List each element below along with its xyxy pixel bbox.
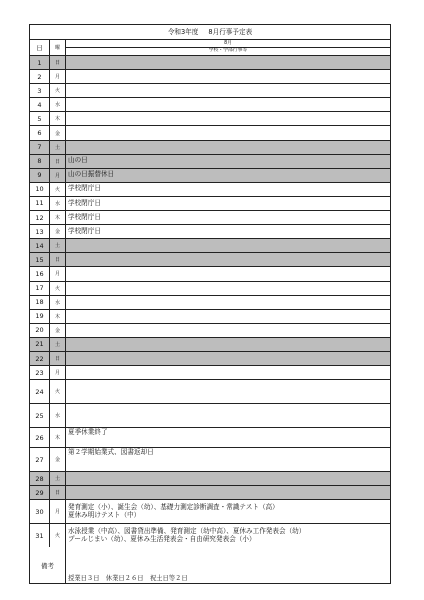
event-cell xyxy=(66,56,390,69)
weekday: 金 xyxy=(50,126,66,139)
day-number: 1 xyxy=(30,56,50,69)
day-row xyxy=(30,141,390,155)
weekday: 火 xyxy=(50,84,66,97)
event-cell xyxy=(66,404,390,427)
event-cell xyxy=(66,500,390,523)
day-number: 14 xyxy=(30,239,50,252)
weekday: 木 xyxy=(50,211,66,224)
event-cell xyxy=(66,448,390,471)
day-row xyxy=(30,56,390,70)
day-number: 29 xyxy=(30,486,50,499)
column-header-row xyxy=(30,40,390,56)
event-cell xyxy=(66,112,390,125)
event-text: 山の日 xyxy=(68,156,88,165)
event-cell xyxy=(66,310,390,323)
day-number: 3 xyxy=(30,84,50,97)
day-row xyxy=(30,380,390,404)
day-number: 6 xyxy=(30,126,50,139)
weekday: 日 xyxy=(50,253,66,266)
event-cell xyxy=(66,282,390,295)
weekday: 火 xyxy=(50,380,66,403)
day-number: 17 xyxy=(30,282,50,295)
day-number: 18 xyxy=(30,296,50,309)
weekday: 月 xyxy=(50,70,66,83)
day-row xyxy=(30,486,390,500)
weekday: 火 xyxy=(50,183,66,196)
event-cell xyxy=(66,155,390,168)
day-number: 26 xyxy=(30,428,50,447)
day-number: 23 xyxy=(30,366,50,379)
col-weekday-header: 曜 xyxy=(50,40,66,55)
day-row xyxy=(30,239,390,253)
day-number: 19 xyxy=(30,310,50,323)
weekday: 日 xyxy=(50,486,66,499)
day-number: 27 xyxy=(30,448,50,471)
day-row xyxy=(30,253,390,267)
day-number: 7 xyxy=(30,141,50,154)
day-number: 12 xyxy=(30,211,50,224)
event-cell xyxy=(66,211,390,224)
day-number: 5 xyxy=(30,112,50,125)
col-events-header xyxy=(66,40,390,55)
day-row xyxy=(30,338,390,352)
day-row xyxy=(30,169,390,183)
event-text: 学校閉庁日 xyxy=(68,198,101,207)
event-cell xyxy=(66,169,390,182)
day-number: 2 xyxy=(30,70,50,83)
day-row xyxy=(30,404,390,428)
day-row xyxy=(30,524,390,548)
remarks-label: 備考 xyxy=(30,547,66,583)
event-text: 夏季休業終了 xyxy=(68,428,108,437)
weekday: 土 xyxy=(50,472,66,485)
day-number: 11 xyxy=(30,197,50,210)
day-row xyxy=(30,211,390,225)
day-number: 20 xyxy=(30,324,50,337)
event-text: 山の日振替休日 xyxy=(68,170,115,179)
title-year: 令和3年度 xyxy=(167,28,199,36)
weekday: 金 xyxy=(50,448,66,471)
event-text: 水泳授業（中高）、図書貸出準備、発育測定（幼中高）、夏休み工作発表会（幼） xyxy=(68,526,306,535)
weekday: 月 xyxy=(50,500,66,523)
weekday: 土 xyxy=(50,338,66,351)
weekday: 月 xyxy=(50,169,66,182)
weekday: 火 xyxy=(50,524,66,548)
day-row xyxy=(30,70,390,84)
event-cell xyxy=(66,225,390,238)
event-text: 第２学期始業式、図書返却日 xyxy=(68,448,154,457)
event-text-line2: 夏休み明けテスト（中） xyxy=(68,510,141,519)
day-row xyxy=(30,84,390,98)
day-number: 31 xyxy=(30,524,50,548)
event-cell xyxy=(66,380,390,403)
day-row xyxy=(30,296,390,310)
weekday: 木 xyxy=(50,428,66,447)
day-row xyxy=(30,282,390,296)
weekday: 土 xyxy=(50,141,66,154)
weekday: 日 xyxy=(50,352,66,365)
day-row xyxy=(30,183,390,197)
day-row xyxy=(30,267,390,281)
weekday: 木 xyxy=(50,310,66,323)
day-row xyxy=(30,197,390,211)
weekday: 水 xyxy=(50,197,66,210)
day-row xyxy=(30,472,390,486)
weekday: 金 xyxy=(50,324,66,337)
schedule-sheet xyxy=(29,24,391,584)
event-text: 学校閉庁日 xyxy=(68,212,101,221)
event-cell xyxy=(66,524,390,548)
title-month: 8月行事予定表 xyxy=(208,28,253,36)
event-cell xyxy=(66,296,390,309)
day-rows xyxy=(30,56,390,547)
event-cell xyxy=(66,183,390,196)
event-text: 発育測定（小）、誕生会（幼）、基礎力測定診断調査・常識テスト（高） xyxy=(68,502,279,511)
event-cell xyxy=(66,84,390,97)
event-cell xyxy=(66,472,390,485)
day-number: 30 xyxy=(30,500,50,523)
event-cell xyxy=(66,366,390,379)
day-row xyxy=(30,500,390,524)
event-cell xyxy=(66,98,390,111)
weekday: 日 xyxy=(50,56,66,69)
day-row xyxy=(30,310,390,324)
day-row xyxy=(30,428,390,448)
day-number: 24 xyxy=(30,380,50,403)
event-cell xyxy=(66,253,390,266)
day-number: 16 xyxy=(30,267,50,280)
weekday: 火 xyxy=(50,282,66,295)
col-events-month: 8月 xyxy=(224,41,232,46)
day-row xyxy=(30,112,390,126)
day-number: 25 xyxy=(30,404,50,427)
day-number: 10 xyxy=(30,183,50,196)
weekday: 土 xyxy=(50,239,66,252)
event-cell xyxy=(66,324,390,337)
col-events-sub: 学校・学部行事等 xyxy=(66,47,390,54)
day-number: 28 xyxy=(30,472,50,485)
day-number: 8 xyxy=(30,155,50,168)
day-row xyxy=(30,352,390,366)
day-row xyxy=(30,126,390,140)
remarks-row xyxy=(30,547,390,583)
day-row xyxy=(30,155,390,169)
weekday: 金 xyxy=(50,225,66,238)
day-row xyxy=(30,98,390,112)
day-number: 22 xyxy=(30,352,50,365)
event-cell xyxy=(66,70,390,83)
day-number: 21 xyxy=(30,338,50,351)
event-cell xyxy=(66,486,390,499)
weekday: 月 xyxy=(50,366,66,379)
event-cell xyxy=(66,338,390,351)
day-number: 13 xyxy=(30,225,50,238)
event-text: 学校閉庁日 xyxy=(68,226,101,235)
weekday: 水 xyxy=(50,98,66,111)
weekday: 水 xyxy=(50,296,66,309)
day-number: 15 xyxy=(30,253,50,266)
col-day-header: 日 xyxy=(30,40,50,55)
event-cell xyxy=(66,267,390,280)
event-cell xyxy=(66,239,390,252)
day-row xyxy=(30,448,390,472)
weekday: 水 xyxy=(50,404,66,427)
weekday: 月 xyxy=(50,267,66,280)
event-text-line2: プールじまい（幼）、夏休み生活発表会・自由研究発表会（小） xyxy=(68,534,256,543)
event-cell xyxy=(66,141,390,154)
remarks-text: 授業日３日 休業日２６日 祝土日等２日 xyxy=(68,574,188,582)
event-cell xyxy=(66,197,390,210)
event-cell xyxy=(66,428,390,447)
day-row xyxy=(30,366,390,380)
day-number: 9 xyxy=(30,169,50,182)
day-row xyxy=(30,324,390,338)
event-text: 学校閉庁日 xyxy=(68,184,101,193)
weekday: 日 xyxy=(50,155,66,168)
day-row xyxy=(30,225,390,239)
event-cell xyxy=(66,352,390,365)
weekday: 木 xyxy=(50,112,66,125)
sheet-title xyxy=(30,25,390,40)
event-cell xyxy=(66,126,390,139)
day-number: 4 xyxy=(30,98,50,111)
